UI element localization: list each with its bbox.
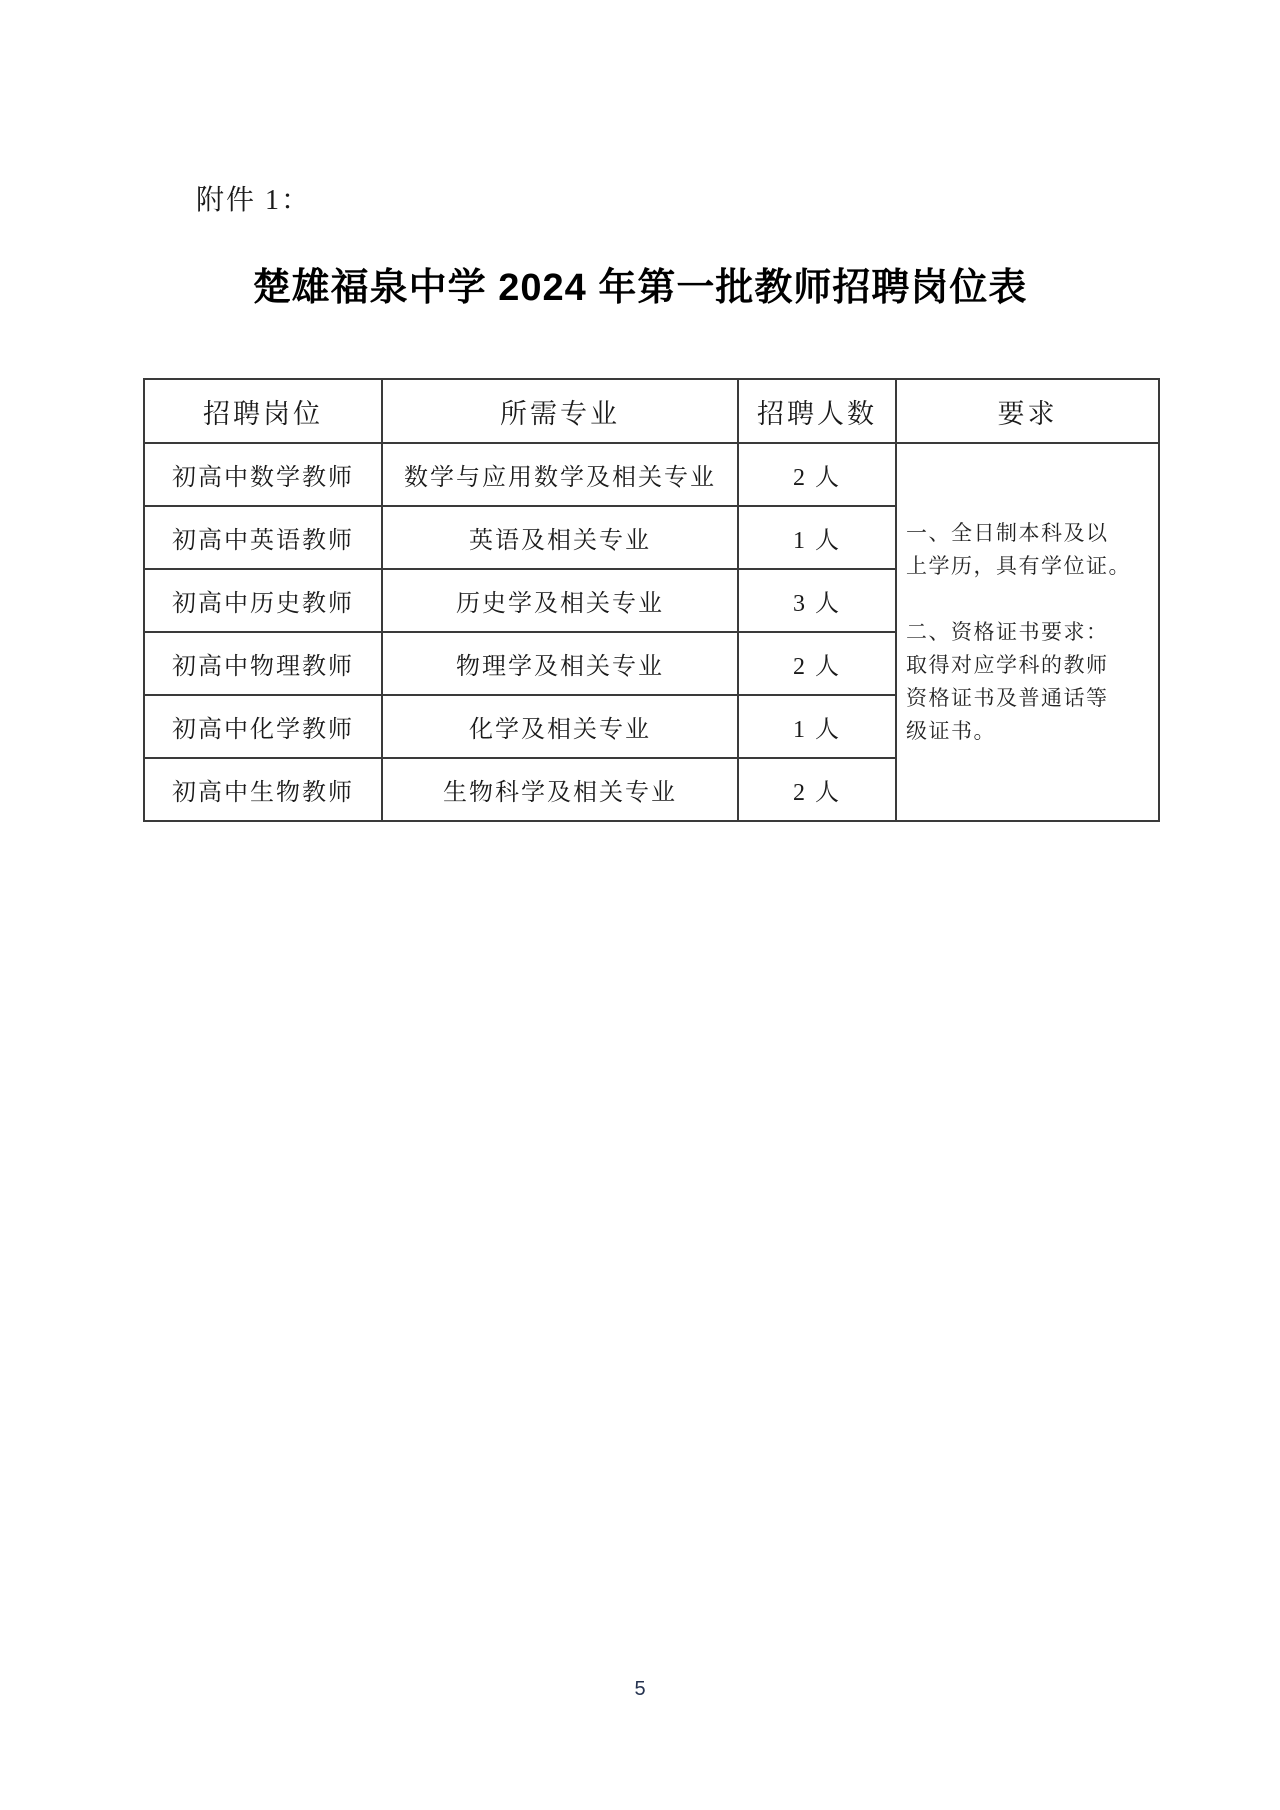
- table-row: [144, 443, 1159, 506]
- cell-major: 历史学及相关专业: [382, 569, 738, 632]
- cell-position: 初高中生物教师: [144, 758, 382, 821]
- requirements-cell: [896, 443, 1159, 821]
- cell-major: 化学及相关专业: [382, 695, 738, 758]
- cell-position: 初高中历史教师: [144, 569, 382, 632]
- cell-position: 初高中化学教师: [144, 695, 382, 758]
- requirements-line: 取得对应学科的教师: [906, 652, 1109, 677]
- header-requirements: 要求: [896, 379, 1159, 443]
- cell-position: 初高中数学教师: [144, 443, 382, 506]
- recruitment-table: [143, 378, 1160, 822]
- requirements-line: 一、全日制本科及以: [906, 520, 1109, 545]
- cell-count: 2 人: [738, 443, 896, 506]
- requirements-line: 资格证书及普通话等: [906, 685, 1109, 710]
- requirements-line: 级证书。: [906, 718, 996, 743]
- cell-position: 初高中英语教师: [144, 506, 382, 569]
- header-position: 招聘岗位: [144, 379, 382, 443]
- header-major: 所需专业: [382, 379, 738, 443]
- header-count: 招聘人数: [738, 379, 896, 443]
- table-header-row: [144, 379, 1159, 443]
- cell-major: 生物科学及相关专业: [382, 758, 738, 821]
- cell-major: 物理学及相关专业: [382, 632, 738, 695]
- cell-position: 初高中物理教师: [144, 632, 382, 695]
- cell-count: 3 人: [738, 569, 896, 632]
- cell-major: 英语及相关专业: [382, 506, 738, 569]
- cell-major: 数学与应用数学及相关专业: [382, 443, 738, 506]
- document-title: 楚雄福泉中学 2024 年第一批教师招聘岗位表: [252, 267, 1028, 309]
- cell-count: 2 人: [738, 758, 896, 821]
- cell-count: 1 人: [738, 506, 896, 569]
- page-number: 5: [634, 1678, 646, 1700]
- cell-count: 2 人: [738, 632, 896, 695]
- requirements-line: 上学历，具有学位证。: [906, 553, 1131, 578]
- requirements-line: 二、资格证书要求：: [906, 619, 1109, 644]
- attachment-label: 附件 1：: [196, 185, 312, 216]
- requirements-line-blank: [906, 583, 1152, 616]
- cell-count: 1 人: [738, 695, 896, 758]
